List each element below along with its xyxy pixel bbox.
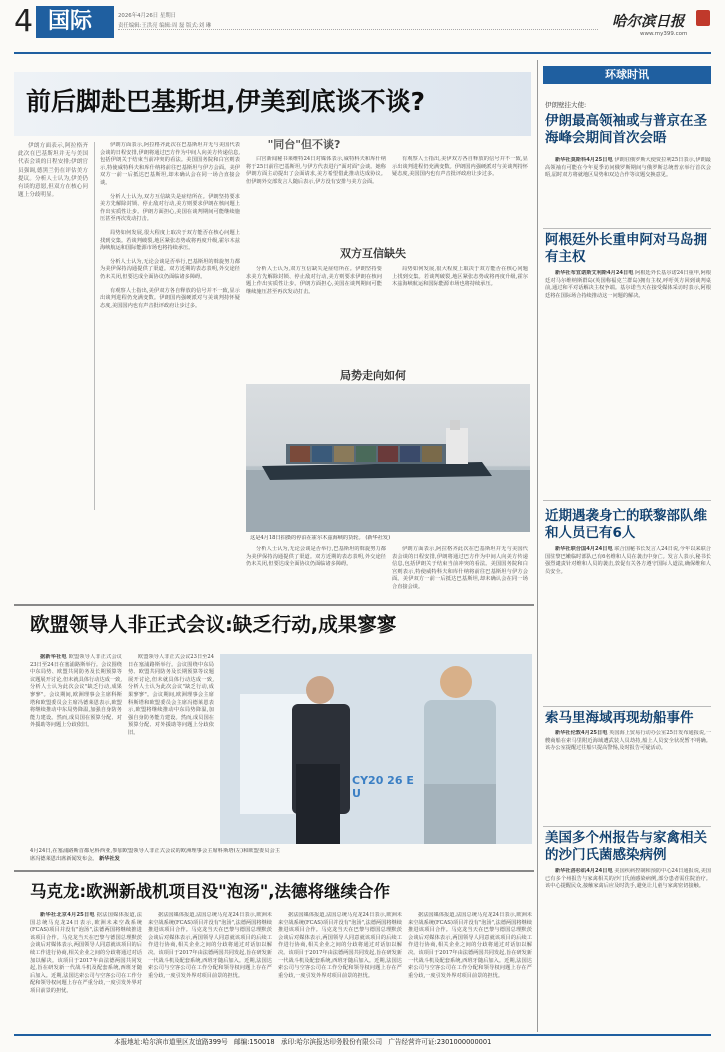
eu-byline: 据新华社电	[40, 654, 67, 660]
main-col-3	[392, 156, 528, 260]
footer-ad-license: 广告经营许可证:2301000000001	[388, 1038, 492, 1046]
main-body-d2: 有观察人士指出,美伊双方各自释放的信号并不一致,显示出谈判进程仍充满变数。伊朗国内强硬派对与美谈判持怀疑态度,美国国内也有声音批评政府让步过多。	[392, 156, 528, 178]
main-body-e: 局势如何发展,很大程度上取决于双方能否在核心问题上找到交集。若谈判破裂,地区紧张态势或将再度升级,霍尔木兹海峡航运和国际能源市场也将持续承压。	[100, 229, 240, 252]
sidebar-item-2-body: 阿根廷外长基尔诺24日重申,阿根廷对马尔维纳斯群岛(英国称福克兰群岛)拥有主权,呼吁英方回到谈判桌前,通过和平对话解决主权争端。基尔诺当天在接受媒体采访时表示,阿根廷将在国际场合持续推动这一问题的解决。	[545, 270, 711, 299]
main-lead-column	[18, 142, 88, 442]
staff-line: 责任编辑:王洪亮 编辑:周 磊 版式:刘 琳	[118, 23, 212, 29]
sidebar-item-1-text	[545, 157, 711, 221]
macron-body-2: 据法国媒体报道,法国总统马克龙24日表示,欧洲未来空战系统(FCAS)项目并没有"泡汤",法德两国将继续推进该项目合作。马克龙当天在巴黎与德国总理默茨会谈后对媒体表示,两国领导人同意就该项目的后续工作进行协商,相关企业之间的分歧将通过对话加以解决。该项目于2017年由法德两国共同发起,旨在研发新一代战斗机及配套系统,西班牙随后加入。近期,法国达索公司与空客公司在工作分配和领导权问题上存在严重分歧,一度引发外界对项目前景的担忧。	[148, 912, 272, 979]
main-col-4	[246, 266, 382, 362]
eu-photo-credit: 新华社发	[99, 855, 120, 862]
brand-seal-icon	[696, 10, 710, 26]
macron-col-4	[408, 912, 532, 1030]
divider	[543, 826, 711, 827]
main-col-7	[392, 546, 528, 598]
section-title: 国际	[48, 9, 93, 34]
main-body-a2: 伊朗方面表示,阿拉格齐此次在巴基斯坦并无与美国代表会谈的日程安排,伊朗将通过巴方作为中间人向美方传递信息,包括伊朗关于结束当前冲突的看法。美国国务院和白宫则表示,特使威特科夫和库什纳将前往巴基斯坦与伊方会面。美伊双方一前一后抵达巴基斯坦,却未确认会在同一场合直接会谈。	[392, 546, 528, 590]
divider	[543, 706, 711, 707]
sidebar-item-4-body: 英国海上贸易行动办公室25日发布通报说,一艘商船在索马里附近海域遭武装人员劫持,船上人员安全状况暂不明确。该办公室提醒过往船只提高警惕,及时报告可疑活动。	[545, 730, 711, 752]
main-body-d: 有观察人士指出,美伊双方各自释放的信号并不一致,显示出谈判进程仍充满变数。伊朗国内强硬派对与美谈判持怀疑态度,美国国内也有声音批评政府让步过多。	[100, 287, 240, 309]
sidebar-item-3-text	[545, 546, 711, 702]
eu-press-photo	[220, 654, 532, 844]
footer-line	[114, 1038, 694, 1047]
eu-press-graphic	[220, 654, 532, 844]
page-number: 4	[14, 4, 34, 39]
sidebar-title: 环球时讯	[605, 68, 649, 81]
cargo-ship-graphic	[246, 384, 530, 532]
photo-caption	[250, 535, 530, 543]
macron-headline: 马克龙:欧洲新战机项目没"泡汤",法德将继续合作	[30, 882, 391, 901]
sidebar-item-2-byline: 新华社布宜诺斯艾利斯4月24日电	[555, 270, 634, 276]
main-lead-text: 伊朗方面表示,阿拉格齐此次在巴基斯坦并无与美国代表会谈的日程安排;伊朗官员强调,德黑兰仍在评估美方提议。分析人士认为,伊美仍有谈的意愿,但双方在核心问题上分歧明显。	[18, 143, 88, 199]
footer-postcode: 邮编:150018	[234, 1038, 275, 1046]
main-headline: 前后脚赴巴基斯坦,伊美到底谈不谈?	[26, 87, 426, 116]
sidebar-item-1-headline: 伊朗最高领袖或与普京在圣海峰会期间首次会晤	[545, 113, 707, 146]
sidebar-item-4-text	[545, 730, 711, 822]
macron-body-3: 据法国媒体报道,法国总统马克龙24日表示,欧洲未来空战系统(FCAS)项目并没有"泡汤",法德两国将继续推进该项目合作。马克龙当天在巴黎与德国总理默茨会谈后对媒体表示,两国领导人同意就该项目的后续工作进行协商,相关企业之间的分歧将通过对话加以解决。该项目于2017年由法德两国共同发起,旨在研发新一代战斗机及配套系统,西班牙随后加入。近期,法国达索公司与空客公司在工作分配和领导权问题上存在严重分歧,一度引发外界对项目前景的担忧。	[278, 912, 402, 979]
divider	[537, 60, 538, 1032]
main-body-c: 白宫新闻秘书莱维特24日对媒体表示,威特科夫和库什纳将于25日前往巴基斯坦,与伊方代表进行"面对面"会谈。她称伊朗方面主动提出了会面请求,美方希望借此推动达成协议。但伊朗外交部发言人随后表示,伊方没有安排与美方会面。	[246, 156, 386, 185]
subhead-same-stage: "同台"但不谈?	[267, 138, 341, 151]
main-body-f2: 分析人士认为,无论会谈是否举行,巴基斯坦的斡旋努力都为美伊保持沟通提供了渠道。双方近期的表态表明,外交途径仍未关闭,但要达成全面协议仍面临诸多障碍。	[246, 546, 386, 568]
sidebar-item-1-kicker: 伊朗壁挂大使:	[545, 101, 587, 109]
sidebar-item-5-body: 美国疾病控制和预防中心24日通报说,美国已有多个州报告与家禽相关的沙门氏菌感染病例,部分患者需住院治疗。该中心提醒民众,接触家禽后应及时洗手,避免让儿童与家禽密切接触。	[545, 868, 711, 890]
date-line: 2026年4月26日 星期日	[118, 13, 177, 19]
divider	[543, 228, 711, 229]
sidebar-item-5-headline: 美国多个州报告与家禽相关的沙门氏菌感染病例	[545, 830, 707, 863]
sidebar-item-3-headline: 近期遇袭身亡的联黎部队维和人员已有6人	[545, 508, 707, 541]
brand-name: 哈尔滨日报	[612, 13, 685, 30]
footer	[14, 1034, 711, 1048]
photo-caption-text: 这是4月18日拍摄的停泊在霍尔木兹海峡的货轮。	[250, 535, 364, 541]
cargo-ship-photo	[246, 384, 530, 532]
sidebar-title-bar	[543, 66, 711, 84]
eu-photo-caption	[30, 848, 280, 864]
macron-col-1	[30, 912, 142, 1030]
subhead-outlook: 局势走向如何	[340, 369, 406, 382]
eu-presidency-logo: CY20 26 EU	[352, 774, 414, 800]
sidebar-item-2-headline: 阿根廷外长重申阿对马岛拥有主权	[545, 232, 707, 265]
eu-col-2	[128, 654, 214, 846]
main-body-b2: 分析人士认为,双方互信缺失是症结所在。伊朗坚持要求美方先解除封锁、停止敌对行动,美方则要求伊朗在核问题上作出实质性让步。伊朗方面担心,美国在谈判期间可能继续施压甚至再次发动打击。	[246, 266, 382, 295]
main-body-a: 伊朗方面表示,阿拉格齐此次在巴基斯坦并无与美国代表会谈的日程安排,伊朗将通过巴方作为中间人向美方传递信息,包括伊朗关于结束当前冲突的看法。美国国务院和白宫则表示,特使威特科夫和库什纳将前往巴基斯坦与伊方会面。美伊双方一前一后抵达巴基斯坦,却未确认会在同一场合直接会谈。	[100, 142, 240, 186]
masthead-rule	[14, 52, 711, 54]
macron-byline: 新华社北京4月25日电	[40, 912, 95, 918]
macron-body: 据法国媒体报道,法国总统马克龙24日表示,欧洲未来空战系统(FCAS)项目并没有"泡汤",法德两国将继续推进该项目合作。马克龙当天在巴黎与德国总理默茨会谈后对媒体表示,两国领导人同意就该项目的后续工作进行协商,相关企业之间的分歧将通过对话加以解决。该项目于2017年由法德两国共同发起,旨在研发新一代战斗机及配套系统,西班牙随后加入。近期,法国达索公司与空客公司在工作分配和领导权问题上存在严重分歧,一度引发外界对项目前景的担忧。	[30, 912, 142, 994]
sidebar-item-5-byline: 新华社洛杉矶4月24日电	[555, 868, 613, 874]
eu-body-text-2: 欧盟领导人非正式会议23日至24日在塞浦路斯举行。会议围绕中东局势、欧盟共同防务及长期预算等议题展开讨论,但未就具体行动达成一致,分析人士认为此次会议"缺乏行动,成果寥寥"。会议期间,欧洲理事会主席科斯塔和欧盟委员会主席冯德莱恩表示,欧盟将继续推动中东局势降温,加强自身防务能力建设。然而,成员国在预算分配、对外援助等问题上分歧依旧。	[128, 654, 214, 736]
dotted-rule	[118, 29, 598, 30]
brand-logo	[612, 6, 712, 40]
section-tab	[36, 6, 114, 38]
sidebar-item-1-byline: 新华社莫斯科4月25日电	[555, 157, 613, 163]
divider	[543, 500, 711, 501]
main-body-e2: 局势如何发展,很大程度上取决于双方能否在核心问题上找到交集。若谈判破裂,地区紧张态势或将再度升级,霍尔木兹海峡航运和国际能源市场也将持续承压。	[392, 266, 528, 288]
footer-printer: 承印:哈尔滨报达印务股份有限公司	[280, 1038, 383, 1046]
macron-body-4: 据法国媒体报道,法国总统马克龙24日表示,欧洲未来空战系统(FCAS)项目并没有"泡汤",法德两国将继续推进该项目合作。马克龙当天在巴黎与德国总理默茨会谈后对媒体表示,两国领导人同意就该项目的后续工作进行协商,相关企业之间的分歧将通过对话加以解决。该项目于2017年由法德两国共同发起,旨在研发新一代战斗机及配套系统,西班牙随后加入。近期,法国达索公司与空客公司在工作分配和领导权问题上存在严重分歧,一度引发外界对项目前景的担忧。	[408, 912, 532, 979]
sidebar-item-4-byline: 新华社伦敦4月25日电	[555, 730, 608, 736]
main-col-6	[246, 546, 386, 598]
macron-col-2	[148, 912, 272, 1030]
masthead	[0, 0, 725, 56]
main-col-1	[100, 142, 240, 514]
eu-caption-text: 4月24日,在塞浦路斯首都尼科西亚,参加欧盟领导人非正式会议的欧洲理事会主席科斯塔(左)和欧盟委员会主席冯德莱恩出席新闻发布会。	[30, 848, 280, 862]
main-body-f: 分析人士认为,无论会谈是否举行,巴基斯坦的斡旋努力都为美伊保持沟通提供了渠道。双方近期的表态表明,外交途径仍未关闭,但要达成全面协议仍面临诸多障碍。	[100, 258, 240, 280]
sidebar-item-2-text	[545, 270, 711, 492]
brand-url: www.my399.com	[640, 31, 688, 37]
divider	[94, 142, 95, 510]
footer-address: 本报地址:哈尔滨市道里区友谊路399号	[114, 1038, 228, 1046]
sidebar-item-3-body: 联合国秘书长发言人24日说,今年以来联合国驻黎巴嫩临时部队已有6名维和人员在袭击中身亡。发言人表示,秘书长强烈谴责针对维和人员的袭击,敦促有关各方遵守国际人道法,确保维和人员安全。	[545, 546, 711, 575]
main-col-2	[246, 156, 386, 260]
main-body-b: 分析人士认为,双方互信缺失是症结所在。伊朗坚持要求美方先解除封锁、停止敌对行动,美方则要求伊朗在核问题上作出实质性让步。伊朗方面担心,美国在谈判期间可能继续施压甚至再次发动打击。	[100, 193, 240, 223]
main-col-5	[392, 266, 528, 362]
photo-credit: (新华社发)	[365, 535, 391, 541]
sidebar-item-4-headline: 索马里海域再现劫船事件	[545, 710, 694, 726]
eu-body-text: 欧盟领导人非正式会议23日至24日在塞浦路斯举行。会议围绕中东局势、欧盟共同防务及长期预算等议题展开讨论,但未就具体行动达成一致,分析人士认为此次会议"缺乏行动,成果寥寥"。会议期间,欧洲理事会主席科斯塔和欧盟委员会主席冯德莱恩表示,欧盟将继续推动中东局势降温,加强自身防务能力建设。然而,成员国在预算分配、对外援助等问题上分歧依旧。	[30, 654, 122, 729]
subhead-trust: 双方互信缺失	[340, 247, 406, 260]
macron-col-3	[278, 912, 402, 1030]
divider	[14, 870, 534, 872]
divider	[14, 604, 534, 606]
sidebar-item-1-body: 伊朗驻俄罗斯大使贾拉利25日表示,伊朗最高领袖有可能在今年夏季访问俄罗斯期间与俄罗斯总统普京举行首次会晤,届时双方将就地区局势和双边合作等议题交换意见。	[545, 157, 711, 179]
eu-col-1	[30, 654, 122, 846]
eu-headline: 欧盟领导人非正式会议:缺乏行动,成果寥寥	[30, 613, 397, 636]
sidebar-item-3-byline: 新华社联合国4月24日电	[555, 546, 613, 552]
sidebar-item-5-text	[545, 868, 711, 1028]
